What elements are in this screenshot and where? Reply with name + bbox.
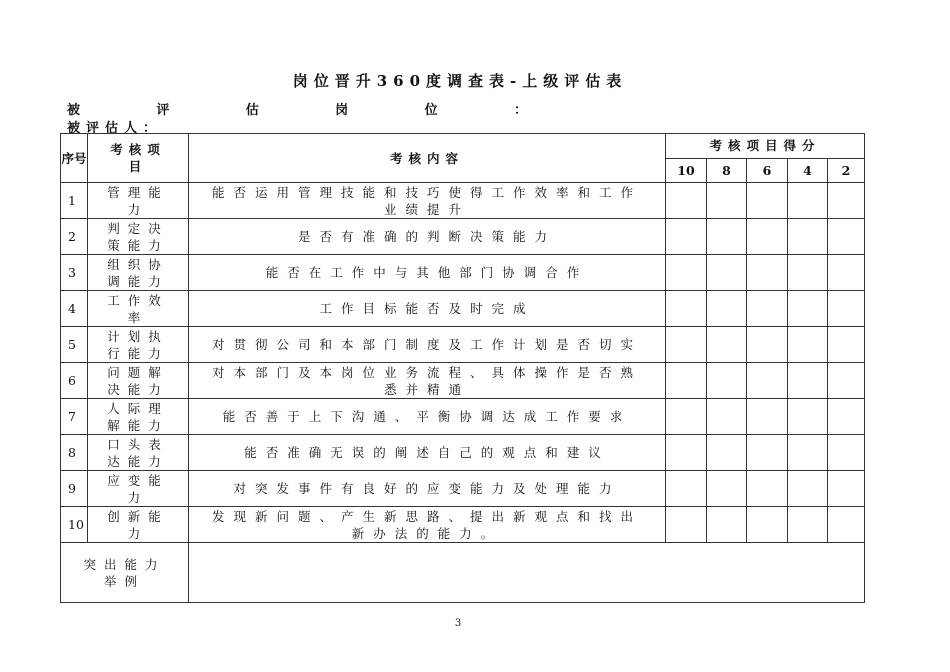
score-cell[interactable] [747, 399, 788, 435]
score-cell[interactable] [788, 471, 828, 507]
score-cell[interactable] [788, 363, 828, 399]
row-item: 口头表达能力 [88, 435, 189, 471]
row-content: 能否运用管理技能和技巧使得工作效率和工作业绩提升 [189, 183, 666, 219]
score-cell[interactable] [707, 183, 747, 219]
score-header-4: 4 [788, 158, 828, 183]
header-item: 考核项目 [88, 134, 189, 183]
score-cell[interactable] [788, 435, 828, 471]
score-cell[interactable] [666, 399, 707, 435]
score-cell[interactable] [788, 255, 828, 291]
highlight-ability-label: 突出能力举例 [61, 543, 189, 603]
row-content: 对贯彻公司和本部门制度及工作计划是否切实 [189, 327, 666, 363]
table-row [61, 219, 865, 255]
score-cell[interactable] [707, 507, 747, 543]
row-index: 5 [61, 327, 88, 363]
score-cell[interactable] [788, 219, 828, 255]
table-row [61, 255, 865, 291]
score-cell[interactable] [666, 363, 707, 399]
score-cell[interactable] [747, 363, 788, 399]
row-index: 1 [61, 183, 88, 219]
score-cell[interactable] [788, 183, 828, 219]
score-header-10: 10 [666, 158, 707, 183]
table-row [61, 399, 865, 435]
meta-char: 估 [245, 103, 259, 118]
score-cell[interactable] [666, 507, 707, 543]
score-cell[interactable] [707, 363, 747, 399]
score-cell[interactable] [747, 327, 788, 363]
score-cell[interactable] [828, 507, 865, 543]
table-row [61, 363, 865, 399]
score-cell[interactable] [828, 219, 865, 255]
meta-char: 评 [156, 103, 170, 118]
row-content: 能否在工作中与其他部门协调合作 [189, 255, 666, 291]
row-content: 能否善于上下沟通、平衡协调达成工作要求 [189, 399, 666, 435]
score-header-2: 2 [828, 158, 865, 183]
row-content: 对本部门及本岗位业务流程、具体操作是否熟悉并精通 [189, 363, 666, 399]
row-item: 工作效率 [88, 291, 189, 327]
row-index: 2 [61, 219, 88, 255]
score-cell[interactable] [747, 435, 788, 471]
score-cell[interactable] [666, 255, 707, 291]
score-cell[interactable] [707, 435, 747, 471]
score-cell[interactable] [707, 471, 747, 507]
score-cell[interactable] [788, 507, 828, 543]
row-item: 组织协调能力 [88, 255, 189, 291]
score-cell[interactable] [666, 291, 707, 327]
header-index: 序号 [61, 134, 88, 183]
row-index: 10 [61, 507, 88, 543]
table-row [61, 183, 865, 219]
score-cell[interactable] [747, 291, 788, 327]
row-item: 问题解决能力 [88, 363, 189, 399]
score-cell[interactable] [788, 327, 828, 363]
score-cell[interactable] [828, 471, 865, 507]
score-cell[interactable] [788, 291, 828, 327]
evaluated-position-line [67, 99, 527, 118]
row-index: 8 [61, 435, 88, 471]
score-cell[interactable] [828, 183, 865, 219]
row-item: 管理能力 [88, 183, 189, 219]
meta-char: 位 [424, 103, 438, 118]
score-cell[interactable] [666, 327, 707, 363]
row-index: 9 [61, 471, 88, 507]
score-header-8: 8 [707, 158, 747, 183]
row-content: 能否准确无误的阐述自己的观点和建议 [189, 435, 666, 471]
evaluation-table [60, 133, 865, 603]
row-content: 发现新问题、产生新思路、提出新观点和找出新办法的能力。 [189, 507, 666, 543]
score-cell[interactable] [747, 507, 788, 543]
header-score-group: 考核项目得分 [666, 134, 865, 159]
score-cell[interactable] [747, 183, 788, 219]
evaluated-person-label: 被评估人： [67, 121, 163, 136]
score-cell[interactable] [666, 435, 707, 471]
row-item: 创新能力 [88, 507, 189, 543]
score-cell[interactable] [707, 255, 747, 291]
row-content: 是否有准确的判断决策能力 [189, 219, 666, 255]
score-cell[interactable] [828, 255, 865, 291]
score-cell[interactable] [788, 399, 828, 435]
score-cell[interactable] [828, 399, 865, 435]
score-cell[interactable] [828, 327, 865, 363]
score-cell[interactable] [747, 471, 788, 507]
meta-char: 岗 [335, 103, 349, 118]
table-row [61, 507, 865, 543]
meta-char: ： [513, 103, 527, 118]
score-cell[interactable] [828, 291, 865, 327]
row-item: 人际理解能力 [88, 399, 189, 435]
table-row [61, 291, 865, 327]
row-content: 对突发事件有良好的应变能力及处理能力 [189, 471, 666, 507]
row-item: 应变能力 [88, 471, 189, 507]
table-row [61, 435, 865, 471]
table-row [61, 327, 865, 363]
row-index: 3 [61, 255, 88, 291]
header-content: 考核内容 [189, 134, 666, 183]
score-cell[interactable] [747, 219, 788, 255]
score-cell[interactable] [707, 291, 747, 327]
score-cell[interactable] [707, 327, 747, 363]
highlight-ability-field[interactable] [189, 543, 865, 603]
row-content: 工作目标能否及时完成 [189, 291, 666, 327]
row-index: 7 [61, 399, 88, 435]
row-index: 4 [61, 291, 88, 327]
score-cell[interactable] [747, 255, 788, 291]
row-index: 6 [61, 363, 88, 399]
row-item: 计划执行能力 [88, 327, 189, 363]
meta-char: 被 [67, 103, 81, 118]
score-cell[interactable] [666, 219, 707, 255]
score-cell[interactable] [828, 435, 865, 471]
score-header-6: 6 [747, 158, 788, 183]
score-cell[interactable] [828, 363, 865, 399]
score-cell[interactable] [707, 219, 747, 255]
table-row [61, 471, 865, 507]
page-number: 3 [454, 618, 462, 629]
row-item: 判定决策能力 [88, 219, 189, 255]
score-cell[interactable] [666, 183, 707, 219]
score-cell[interactable] [707, 399, 747, 435]
document-title: 岗位晋升360度调查表-上级评估表 [292, 72, 628, 90]
score-cell[interactable] [666, 471, 707, 507]
